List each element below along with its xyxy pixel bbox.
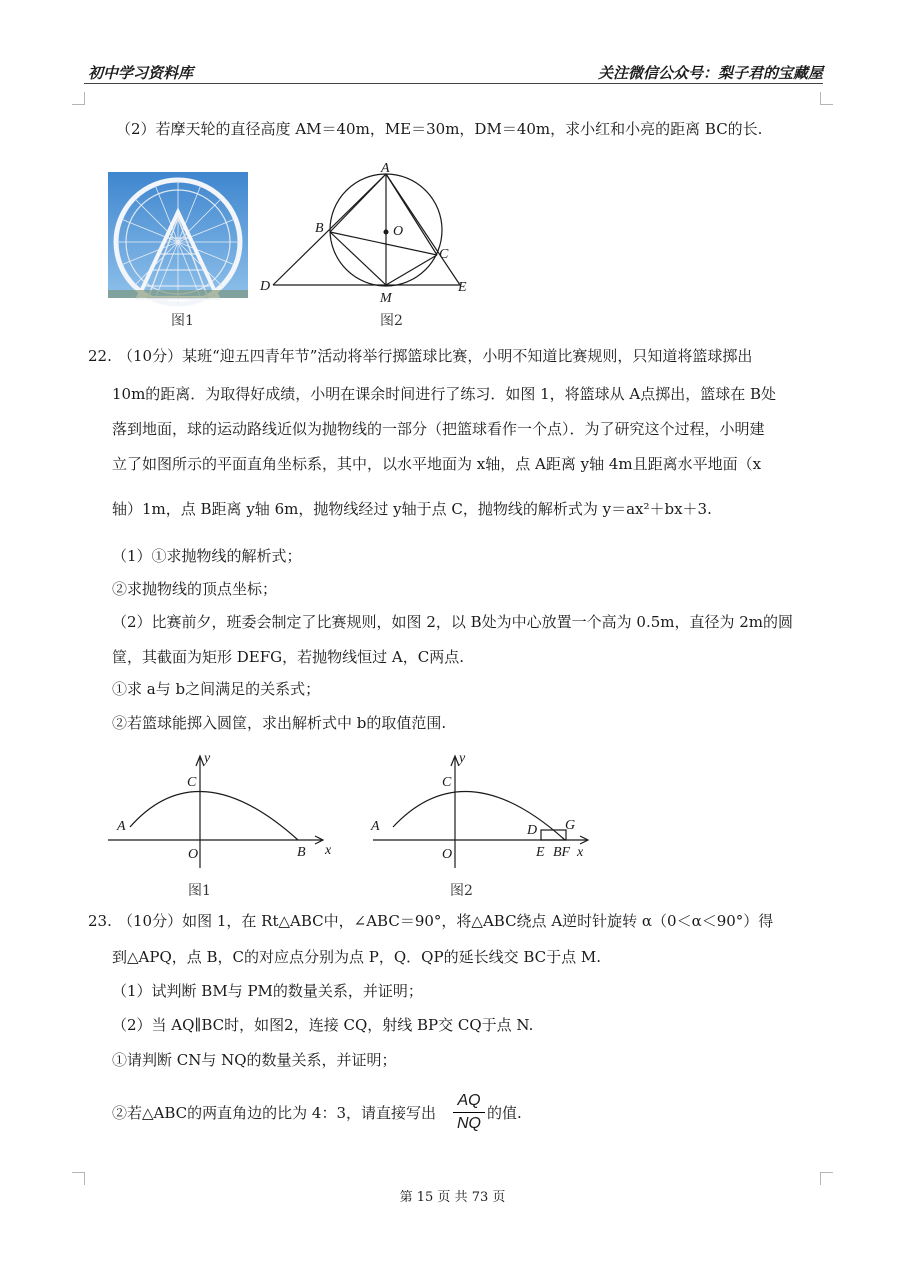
point-E-label: E xyxy=(536,845,545,860)
fraction-bar xyxy=(453,1112,485,1113)
axis-y-label: y xyxy=(204,751,211,766)
label-M: M xyxy=(380,291,392,306)
q22-line: （1）①求抛物线的解析式； xyxy=(112,547,302,565)
q23-line: 到△APQ，点 B，C的对应点分别为点 P，Q．QP的延长线交 BC于点 M. xyxy=(112,948,602,966)
q22-line: 落到地面，球的运动路线近似为抛物线的一部分（把篮球看作一个点）．为了研究这个过程，小明建 xyxy=(112,420,765,438)
axis-y-label: y xyxy=(459,751,466,766)
q22-line: 立了如图所示的平面直角坐标系，其中，以水平地面为 x轴，点 A距离 y轴 4m且距离水平地面（x xyxy=(112,455,762,473)
q22-line: ①求 a与 b之间满足的关系式； xyxy=(112,680,321,698)
q22-line: （2）比赛前夕，班委会制定了比赛规则，如图 2，以 B处为中心放置一个高为 0.5m，直径为 2m的圆 xyxy=(112,613,794,631)
q22-line: ②若篮球能掷入圆筐，求出解析式中 b的取值范围. xyxy=(112,714,447,732)
q22-line: 筐，其截面为矩形 DEFG，若抛物线恒过 A，C两点. xyxy=(112,648,464,666)
graph2-caption: 图2 xyxy=(450,883,473,899)
crop-mark-top-right xyxy=(820,92,833,105)
label-D: D xyxy=(260,279,271,294)
parabola-graph-1 xyxy=(100,750,340,870)
parabola-graph-2 xyxy=(365,750,605,870)
q22-line: ②求抛物线的顶点坐标； xyxy=(112,580,278,598)
header-divider xyxy=(84,83,823,84)
origin-label: O xyxy=(442,847,453,862)
q22-number: 22. xyxy=(88,347,112,365)
q23-line: ②若△ABC的两直角边的比为 4：3，请直接写出 xyxy=(112,1104,437,1122)
q23-line: ①请判断 CN与 NQ的数量关系，并证明； xyxy=(112,1051,397,1069)
q23-number: 23. xyxy=(88,912,112,930)
graph1-caption: 图1 xyxy=(188,883,211,899)
fraction-aq-nq xyxy=(453,1092,485,1133)
point-BF-label: BF xyxy=(553,845,571,860)
fraction-denominator: NQ xyxy=(457,1115,481,1132)
crop-mark-top-left xyxy=(72,92,85,105)
ferris-wheel-photo xyxy=(108,172,248,298)
point-A-label: A xyxy=(371,819,380,834)
crop-mark-bottom-left xyxy=(72,1172,85,1185)
point-B-label: B xyxy=(297,845,306,860)
q23-line: （1）试判断 BM与 PM的数量关系，并证明； xyxy=(112,982,423,1000)
point-C-label: C xyxy=(187,775,197,790)
q22-line: 轴）1m，点 B距离 y轴 6m，抛物线经过 y轴于点 C，抛物线的解析式为 y＝ax²＋bx＋3. xyxy=(112,500,712,518)
header-right: 关注微信公众号：梨子君的宝藏屋 xyxy=(597,64,823,82)
origin-label: O xyxy=(188,847,199,862)
point-A-label: A xyxy=(117,819,126,834)
circle-diagram xyxy=(255,160,475,310)
page-footer: 第 15 页 共 73 页 xyxy=(399,1190,506,1205)
axis-x-label: x xyxy=(325,843,332,858)
q21-part2: （2）若摩天轮的直径高度 AM＝40m，ME＝30m，DM＝40m，求小红和小亮的距离 BC的长. xyxy=(116,120,763,138)
header-left: 初中学习资料库 xyxy=(88,64,194,82)
q23-line: （10分）如图 1，在 Rt△ABC中，∠ABC＝90°，将△ABC绕点 A逆时针旋转 α（0＜α＜90°）得 xyxy=(118,912,774,930)
label-C: C xyxy=(439,247,449,262)
label-O: O xyxy=(393,224,404,239)
point-D-label: D xyxy=(527,823,538,838)
point-C-label: C xyxy=(442,775,452,790)
fraction-numerator: AQ xyxy=(457,1092,481,1109)
fig2-caption: 图2 xyxy=(380,313,403,329)
crop-mark-bottom-right xyxy=(820,1172,833,1185)
fig1-caption: 图1 xyxy=(171,313,194,329)
point-G-label: G xyxy=(565,818,576,833)
label-B: B xyxy=(315,221,324,236)
q23-line: 的值. xyxy=(487,1104,522,1122)
label-A: A xyxy=(381,161,390,176)
q22-line: 10m的距离．为取得好成绩，小明在课余时间进行了练习．如图 1，将篮球从 A点掷出，篮球在 B处 xyxy=(112,385,777,403)
label-E: E xyxy=(458,280,467,295)
q22-line: （10分）某班“迎五四青年节”活动将举行掷篮球比赛，小明不知道比赛规则，只知道将篮球掷出 xyxy=(118,347,753,365)
axis-x-label: x xyxy=(577,845,584,860)
q23-line: （2）当 AQ∥BC时，如图2，连接 CQ，射线 BP交 CQ于点 N. xyxy=(112,1016,534,1034)
